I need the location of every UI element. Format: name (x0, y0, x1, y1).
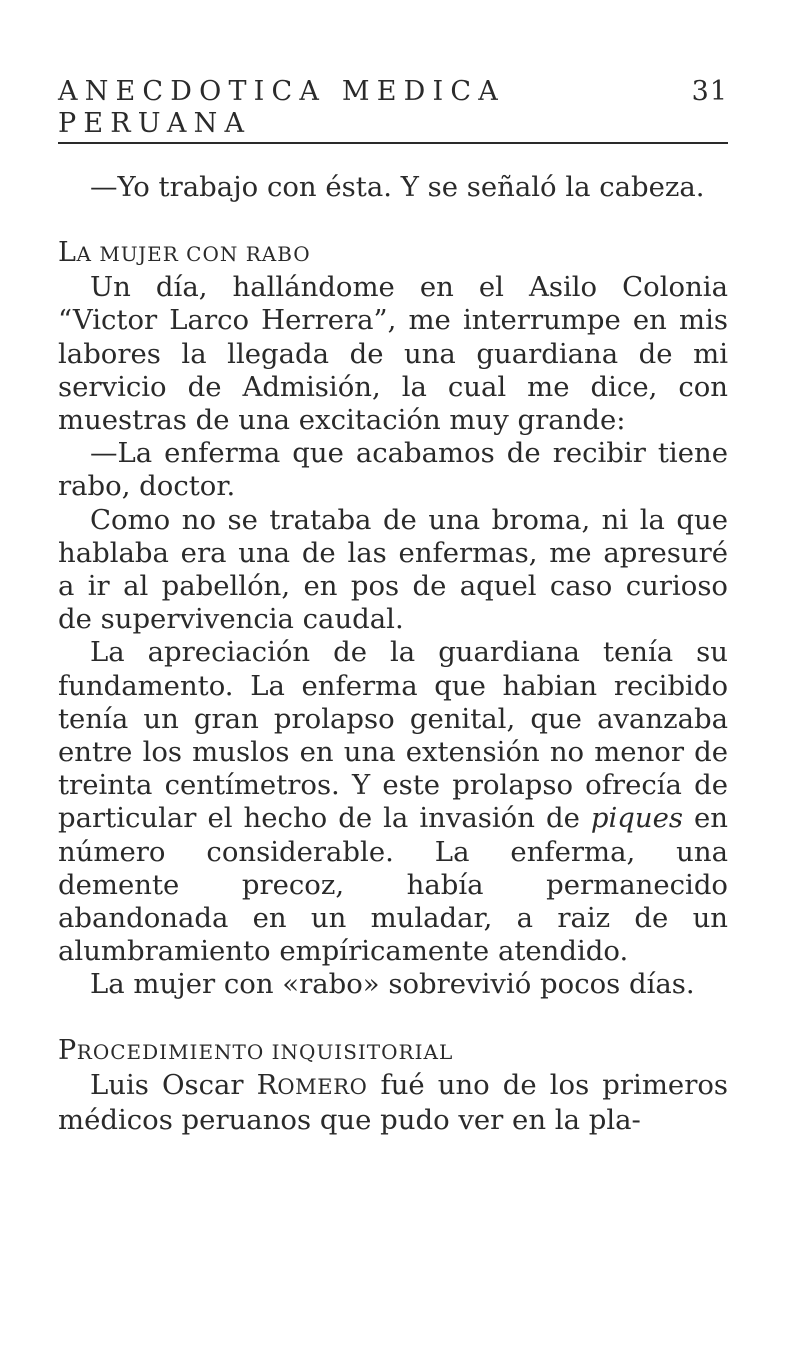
italic-term: piques (590, 802, 683, 835)
book-page (58, 76, 728, 1137)
running-header (58, 76, 728, 144)
section-title-rest: ROCEDIMIENTO INQUISITORIAL (76, 1039, 454, 1064)
paragraph: La mujer con «rabo» sobrevivió pocos días. (90, 968, 695, 1001)
paragraph: —La enferma que acabamos de recibir tiene rabo, doctor. (58, 437, 728, 503)
paragraph-text: fué uno de los primeros médicos peruanos que pudo ver en la pla- (58, 1068, 729, 1136)
paragraph-text: Luis Oscar (90, 1068, 257, 1101)
body-text (58, 171, 728, 1137)
paragraph-text: en número considerable. La enferma, una demente precoz, había permanecido abandonada en un muladar, a raiz de un alumbramiento empíricamente atendido. (58, 802, 728, 968)
section-title (58, 1034, 728, 1069)
paragraph: Un día, hallándome en el Asilo Colonia “Victor Larco Herrera”, me interrumpe en mis labores la llegada de una guardiana de mi servicio de Admisión, la cual me dice, con muestras de una excitación muy grande: (58, 271, 728, 437)
paragraph: —Yo trabajo con ésta. Y se señaló la cabeza. (90, 171, 705, 203)
section-title (58, 236, 728, 271)
paragraph-text: La apreciación de la guardiana tenía su fundamento. La enferma que habian recibido tenía un gran prolapso genital, que avanzaba entre los muslos en una extensión no menor de treinta centímetros. Y este prolapso ofrecía de particular el hecho de la invasión de (58, 636, 728, 835)
paragraph (58, 1069, 728, 1137)
section-title-initial: P (58, 1034, 77, 1066)
section-title-initial: L (58, 237, 77, 269)
author-name-rest: OMERO (277, 1074, 368, 1099)
author-name-initial: R (256, 1068, 278, 1101)
paragraph (58, 636, 728, 968)
page-number: 31 (691, 76, 728, 107)
paragraph: Como no se trataba de una broma, ni la que hablaba era una de las enfermas, me apresuré a ir al pabellón, en pos de aquel caso curioso de supervivencia caudal. (58, 503, 728, 636)
section-title-rest: A MUJER CON RABO (76, 242, 311, 267)
running-title: ANECDOTICA MEDICA PERUANA (58, 76, 505, 139)
